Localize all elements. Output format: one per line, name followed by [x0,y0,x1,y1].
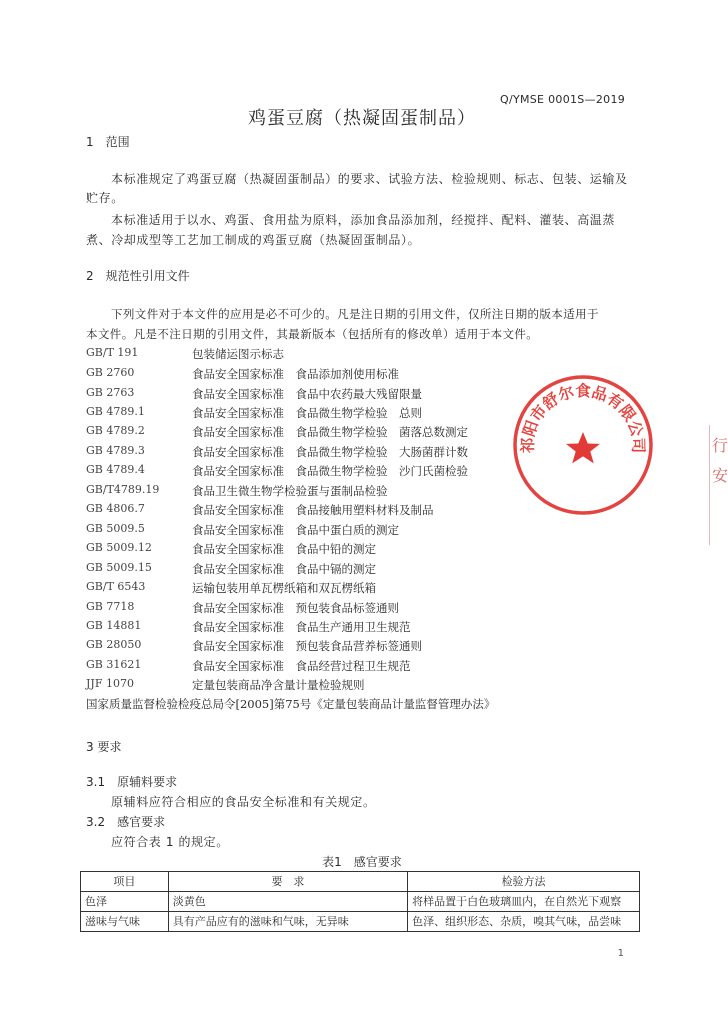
ref-code: GB 4789.1 [86,405,145,418]
ref-code: GB 31621 [86,658,142,671]
ref-code: GB 14881 [86,619,142,632]
ref-code: GB 7718 [86,600,135,613]
ref-name: 食品安全国家标准 食品中铅的测定 [192,542,376,556]
ref-name: 食品安全国家标准 食品微生物学检验 沙门氏菌检验 [192,464,468,478]
ref-name: 食品安全国家标准 预包装食品标签通则 [192,601,399,615]
ref-name: 食品安全国家标准 食品微生物学检验 总则 [192,406,422,420]
section-2-paragraph-line-2: 本文件。凡是不注日期的引用文件，其最新版本（包括所有的修改单）适用于本文件。 [86,327,539,341]
ref-name: 包装储运图示标志 [192,347,284,361]
section-1-paragraph-1-line-1: 本标准规定了鸡蛋豆腐（热凝固蛋制品）的要求、试验方法、检验规则、标志、包装、运输及 [111,172,628,186]
ref-name: 食品安全国家标准 食品经营过程卫生规范 [192,659,411,673]
ref-name: 食品安全国家标准 食品微生物学检验 菌落总数测定 [192,425,468,439]
ref-name: 食品安全国家标准 预包装食品营养标签通则 [192,639,422,653]
ref-code: GB 4806.7 [86,502,145,515]
ref-code: GB 4789.3 [86,444,145,457]
document-title: 鸡蛋豆腐（热凝固蛋制品） [248,108,476,129]
ref-code: GB 2760 [86,366,135,379]
table-1-caption: 表1 感官要求 [322,855,402,869]
ref-name: 食品安全国家标准 食品微生物学检验 大肠菌群计数 [192,445,468,459]
sensory-requirements-table [80,871,640,932]
table-header-item: 项目 [81,872,169,892]
standard-number: Q/YMSE 0001S—2019 [500,93,626,106]
ref-code: GB/T 6543 [86,580,146,593]
seal-text: 祁阳市舒尔食品有限公司 [518,382,648,454]
ref-code: GB 2763 [86,386,135,399]
ref-code: GB/T 191 [86,346,139,359]
ref-code: GB 5009.5 [86,522,145,535]
page-number: 1 [617,948,624,959]
ref-code: GB 5009.15 [86,561,152,574]
table-header-method: 检验方法 [408,872,640,892]
seal-star-icon [566,432,600,463]
adjacent-page-fragment [709,425,728,545]
ref-name: 食品安全国家标准 食品中镉的测定 [192,562,376,576]
table-row [81,912,640,932]
ref-code: GB 4789.2 [86,424,145,437]
ref-code: GB 28050 [86,638,142,651]
ref-code: JJF 1070 [86,677,134,690]
section-3-1-text: 原辅料应符合相应的食品安全标准和有关规定。 [111,795,376,809]
table-cell-item: 色泽 [81,892,169,912]
section-3-2-heading: 3.2 感官要求 [86,815,166,829]
ref-name: 食品安全国家标准 食品生产通用卫生规范 [192,620,411,634]
decree-reference: 国家质量监督检验检疫总局令[2005]第75号《定量包装商品计量监督管理办法》 [86,697,496,711]
section-2-paragraph-line-1: 下列文件对于本文件的应用是必不可少的。凡是注日期的引用文件，仅所注日期的版本适用于 [111,307,599,321]
ref-name: 食品安全国家标准 食品添加剂使用标准 [192,367,399,381]
table-cell-item: 滋味与气味 [81,912,169,932]
fragment-char: 行 [712,436,728,455]
table-cell-requirement: 具有产品应有的滋味和气味，无异味 [168,912,407,932]
company-seal-stamp [508,370,658,520]
section-1-heading: 1 范围 [86,135,130,149]
table-cell-requirement: 淡黄色 [168,892,407,912]
section-1-paragraph-2-line-1: 本标准适用于以水、鸡蛋、食用盐为原料，添加食品添加剂，经搅拌、配料、灌装、高温蒸 [111,213,616,227]
fragment-char: 安 [712,466,728,485]
table-row [81,892,640,912]
ref-code: GB 4789.4 [86,463,145,476]
table-cell-method: 将样品置于白色玻璃皿内，在自然光下观察 [408,892,640,912]
table-header-requirement: 要 求 [168,872,407,892]
section-3-1-heading: 3.1 原辅料要求 [86,775,178,789]
ref-code: GB/T4789.19 [86,483,160,496]
ref-name: 食品卫生微生物学检验蛋与蛋制品检验 [192,484,388,498]
ref-code: GB 5009.12 [86,541,152,554]
section-2-heading: 2 规范性引用文件 [86,269,190,283]
table-cell-method: 色泽、组织形态、杂质，嗅其气味，品尝味 [408,912,640,932]
ref-name: 运输包装用单瓦楞纸箱和双瓦楞纸箱 [192,581,376,595]
section-1-paragraph-2-line-2: 煮、冷却成型等工艺加工制成的鸡蛋豆腐（热凝固蛋制品）。 [86,233,421,247]
ref-name: 食品安全国家标准 食品中蛋白质的测定 [192,523,399,537]
section-3-heading: 3 要求 [86,740,122,754]
section-1-paragraph-1-line-2: 贮存。 [86,191,124,205]
section-3-2-text: 应符合表 1 的规定。 [111,835,229,849]
ref-name: 定量包装商品净含量计量检验规则 [192,678,365,692]
ref-name: 食品安全国家标准 食品接触用塑料材料及制品 [192,503,434,517]
ref-name: 食品安全国家标准 食品中农药最大残留限量 [192,387,422,401]
table-header-row [81,872,640,892]
